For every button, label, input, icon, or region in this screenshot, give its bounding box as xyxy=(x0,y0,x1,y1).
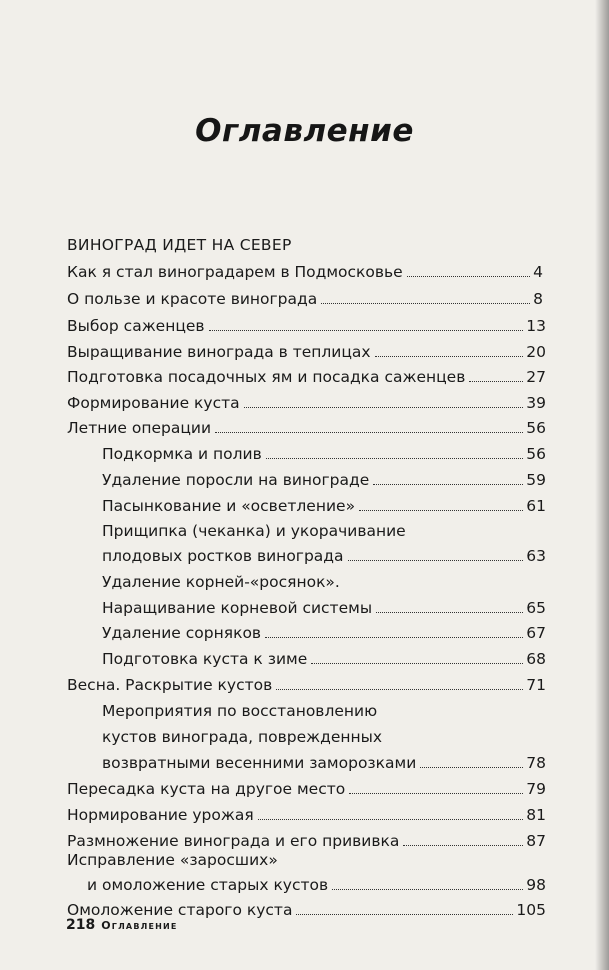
toc-entry-page: 81 xyxy=(526,806,546,824)
toc-entry-page: 79 xyxy=(526,780,546,798)
toc-entry xyxy=(67,368,546,392)
toc-entry-title: Летние операции xyxy=(67,419,212,437)
toc-entry-page: 78 xyxy=(526,754,546,772)
dot-leader xyxy=(265,637,523,638)
toc-entry-page: 20 xyxy=(526,343,546,361)
toc-entry xyxy=(67,317,546,341)
dot-leader xyxy=(407,276,530,277)
toc-entry xyxy=(102,624,546,648)
toc-entry-title: Как я стал виноградарем в Подмосковье xyxy=(67,263,403,281)
toc-entry xyxy=(102,497,546,521)
toc-entry-title: Омоложение старого куста xyxy=(67,901,293,919)
toc-entry-title: возвратными весенними заморозками xyxy=(102,754,417,772)
toc-entry-page: 59 xyxy=(526,471,546,489)
dot-leader xyxy=(209,330,524,331)
toc-entry-page: 63 xyxy=(526,547,546,565)
dot-leader xyxy=(469,381,523,382)
toc-entry-title: Подготовка куста к зиме xyxy=(102,650,308,668)
toc-entry xyxy=(67,806,546,830)
dot-leader xyxy=(244,407,524,408)
toc-entry-title: Удаление поросли на винограде xyxy=(102,471,370,489)
dot-leader xyxy=(215,432,523,433)
toc-entry-page: 98 xyxy=(526,876,546,894)
dot-leader xyxy=(420,767,523,768)
toc-entry xyxy=(67,780,546,804)
dot-leader xyxy=(258,819,524,820)
toc-entry-title: плодовых ростков винограда xyxy=(102,547,344,565)
toc-entry-title: Весна. Раскрытие кустов xyxy=(67,676,273,694)
toc-entry xyxy=(67,290,543,314)
toc-entry-page: 8 xyxy=(533,290,543,308)
dot-leader xyxy=(375,356,524,357)
toc-entry xyxy=(102,547,546,571)
toc-entry-page: 67 xyxy=(526,624,546,642)
toc-entry xyxy=(102,650,546,674)
page-title: Оглавление xyxy=(195,113,414,149)
dot-leader xyxy=(376,612,523,613)
toc-entry xyxy=(102,445,546,469)
toc-entry-title: Пасынкование и «осветление» xyxy=(102,497,356,515)
toc-entry-title: Пересадка куста на другое место xyxy=(67,780,346,798)
toc-entry-title: О пользе и красоте винограда xyxy=(67,290,318,308)
toc-entry-page: 87 xyxy=(526,832,546,850)
section-heading: ВИНОГРАД ИДЕТ НА СЕВЕР xyxy=(67,236,292,254)
toc-entry xyxy=(67,676,546,700)
toc-entry-title: Подготовка посадочных ям и посадка саженцев xyxy=(67,368,466,386)
toc-entry-page: 71 xyxy=(526,676,546,694)
toc-entry-title-line: кустов винограда, поврежденных xyxy=(102,728,383,746)
toc-entry-page: 61 xyxy=(526,497,546,515)
toc-entry-title: Удаление сорняков xyxy=(102,624,262,642)
toc-entry xyxy=(67,263,543,287)
page-number: 218 xyxy=(66,917,96,933)
toc-entry-title: Нормирование урожая xyxy=(67,806,254,824)
dot-leader xyxy=(311,663,523,664)
toc-entry-page: 13 xyxy=(526,317,546,335)
toc-entry-title: Выбор саженцев xyxy=(67,317,205,335)
toc-entry-title: и омоложение старых кустов xyxy=(87,876,329,894)
toc-entry-page: 56 xyxy=(526,419,546,437)
dot-leader xyxy=(266,458,524,459)
toc-entry-page: 27 xyxy=(526,368,546,386)
page-footer xyxy=(66,917,178,933)
toc-entry-page: 39 xyxy=(526,394,546,412)
toc-entry xyxy=(102,754,546,778)
dot-leader xyxy=(321,303,530,304)
toc-entry xyxy=(87,876,546,900)
dot-leader xyxy=(359,510,523,511)
toc-entry-page: 56 xyxy=(526,445,546,463)
toc-entry-page: 4 xyxy=(533,263,543,281)
toc-entry-title-line: Удаление корней-«росянок». xyxy=(102,573,340,591)
toc-entry-title-line: Исправление «заросших» xyxy=(67,851,278,869)
toc-entry-page: 68 xyxy=(526,650,546,668)
dot-leader xyxy=(349,793,523,794)
toc-entry xyxy=(67,419,546,443)
toc-entry-title: Выращивание винограда в теплицах xyxy=(67,343,371,361)
toc-entry-page: 65 xyxy=(526,599,546,617)
dot-leader xyxy=(403,845,523,846)
toc-entry-page: 105 xyxy=(516,901,546,919)
dot-leader xyxy=(348,560,524,561)
toc-entry-title-line: Прищипка (чеканка) и укорачивание xyxy=(102,522,406,540)
toc-entry xyxy=(67,343,546,367)
toc-entry xyxy=(102,471,546,495)
toc-entry xyxy=(102,599,546,623)
toc-entry-title: Размножение винограда и его прививка xyxy=(67,832,400,850)
running-head: Оглавление xyxy=(101,919,178,932)
dot-leader xyxy=(373,484,523,485)
toc-entry-title: Подкормка и полив xyxy=(102,445,262,463)
toc-entry xyxy=(67,394,546,418)
toc-entry-title: Наращивание корневой системы xyxy=(102,599,373,617)
toc-entry-title: Формирование куста xyxy=(67,394,240,412)
dot-leader xyxy=(332,889,523,890)
dot-leader xyxy=(276,689,523,690)
toc-entry-title-line: Мероприятия по восстановлению xyxy=(102,702,378,720)
dot-leader xyxy=(296,914,513,915)
